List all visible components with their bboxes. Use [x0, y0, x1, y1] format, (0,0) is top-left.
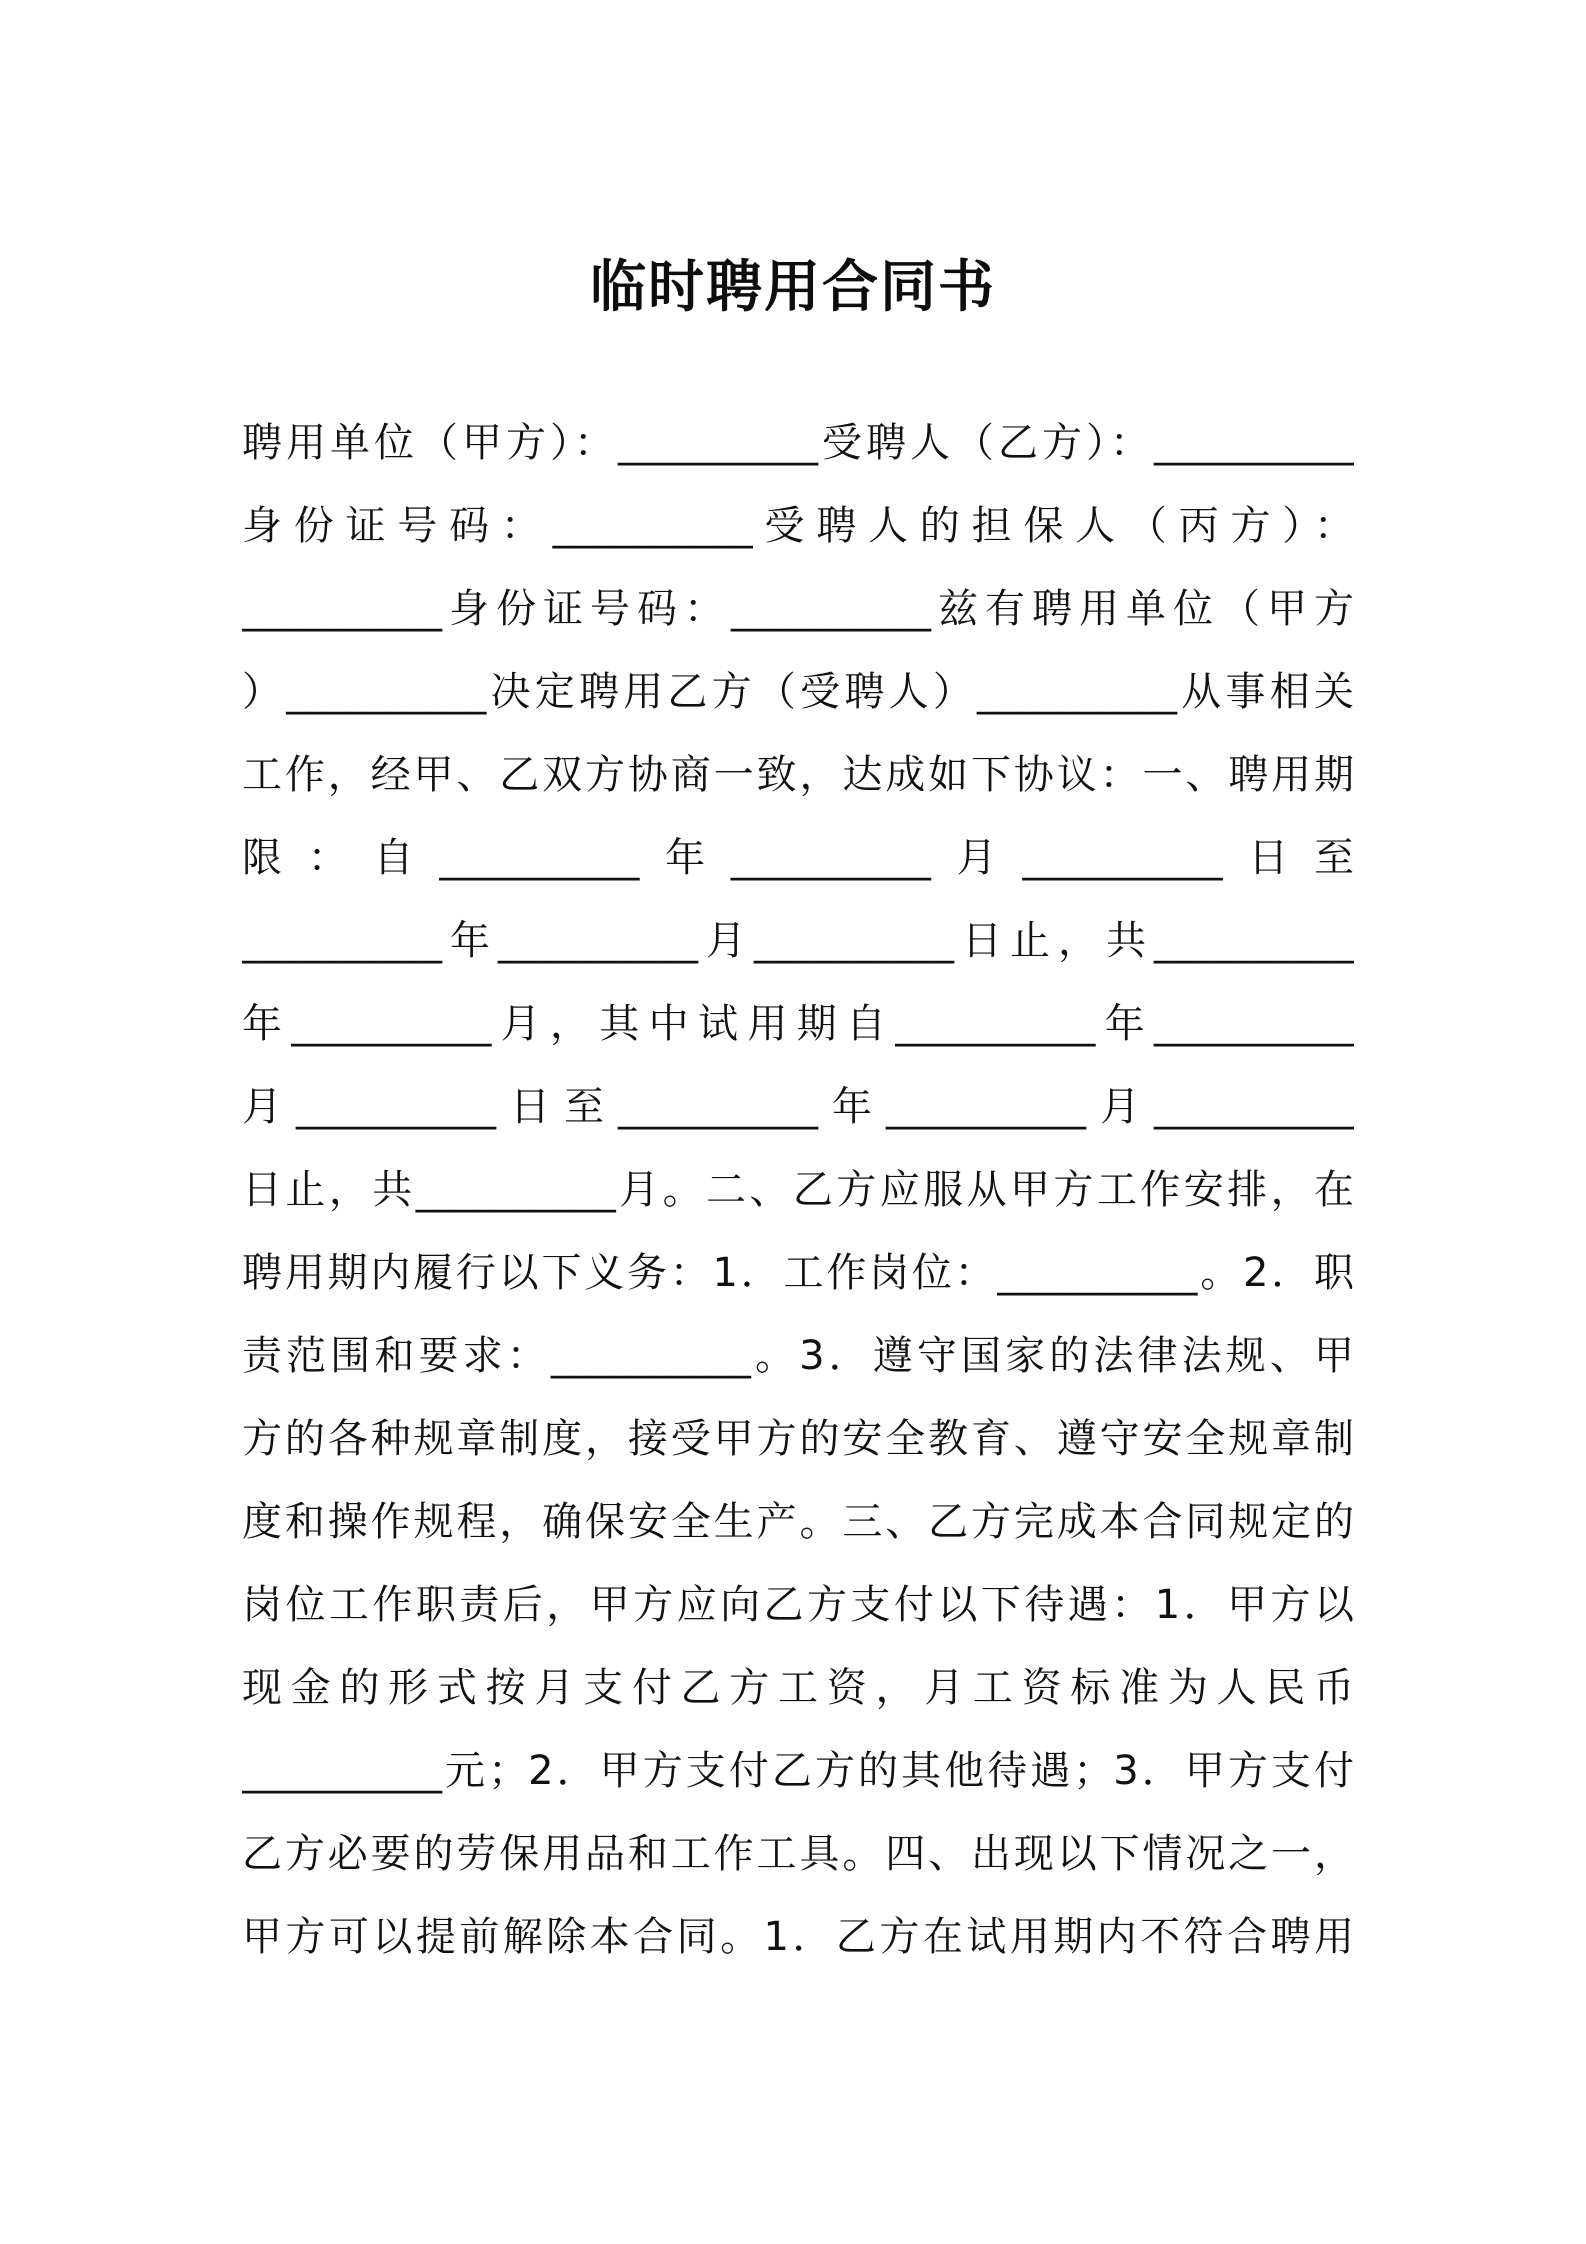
text-line: 聘用期内履行以下义务：1．工作岗位：__________。2．职 — [242, 1250, 1354, 1296]
text-line: 身份证号码：__________受聘人的担保人（丙方）： — [242, 503, 1354, 549]
text-line: 度和操作规程，确保安全生产。三、乙方完成本合同规定的 — [242, 1499, 1354, 1545]
text-line: 日止，共__________月。二、乙方应服从甲方工作安排，在 — [242, 1167, 1354, 1213]
text-line: 月__________日至__________年__________月__________ — [242, 1084, 1354, 1130]
document-title: 临时聘用合同书 — [590, 255, 996, 320]
text-line: ）__________决定聘用乙方（受聘人）__________从事相关 — [242, 669, 1354, 715]
text-line: __________元；2．甲方支付乙方的其他待遇；3．甲方支付 — [242, 1748, 1354, 1794]
contract-body — [242, 402, 1354, 1979]
text-line: 岗位工作职责后，甲方应向乙方支付以下待遇：1．甲方以 — [242, 1582, 1354, 1628]
text-line: 年__________月，其中试用期自__________年__________ — [242, 1001, 1354, 1047]
text-line: 方的各种规章制度，接受甲方的安全教育、遵守安全规章制 — [242, 1416, 1354, 1462]
text-line: 聘用单位（甲方）：__________受聘人（乙方）：__________ — [242, 420, 1354, 466]
text-line: 甲方可以提前解除本合同。1．乙方在试用期内不符合聘用 — [242, 1914, 1354, 1960]
text-line: 现金的形式按月支付乙方工资，月工资标准为人民币 — [242, 1665, 1354, 1711]
text-line: 责范围和要求：__________。3．遵守国家的法律法规、甲 — [242, 1333, 1354, 1379]
text-line: 乙方必要的劳保用品和工作工具。四、出现以下情况之一， — [242, 1831, 1354, 1877]
text-line: __________身份证号码：__________兹有聘用单位（甲方 — [242, 586, 1354, 632]
text-line: 工作，经甲、乙双方协商一致，达成如下协议：一、聘用期 — [242, 752, 1354, 798]
text-line: 限：自__________年__________月__________日至 — [242, 835, 1354, 881]
text-line: __________年__________月__________日止，共__________ — [242, 918, 1354, 964]
